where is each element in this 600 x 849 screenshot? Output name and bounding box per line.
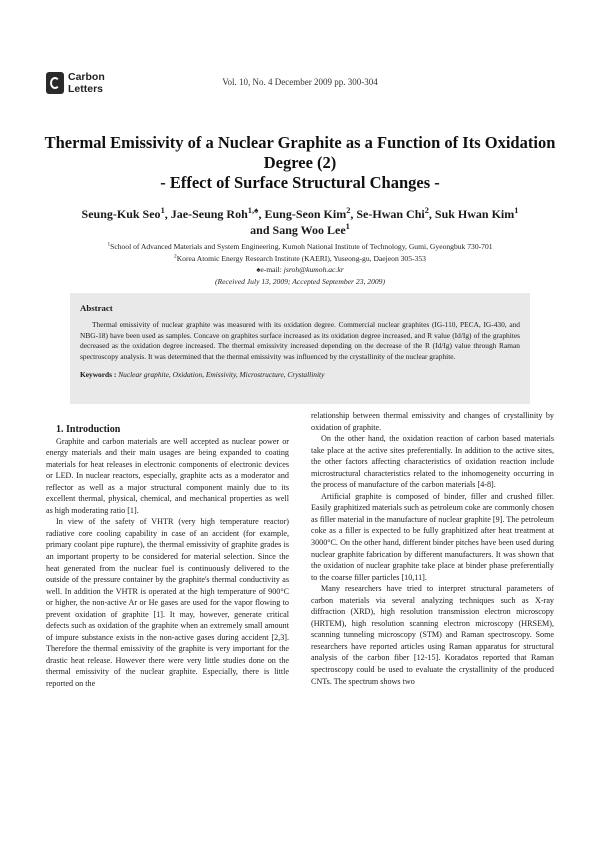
section-heading: 1. Introduction bbox=[56, 424, 121, 435]
abstract-heading: Abstract bbox=[80, 303, 113, 313]
paragraph: In view of the safety of VHTR (very high temperature reactor) radiative core cooling capability in case of an accident (for example, primary coolant pipe rupture), the thermal emissivity of graphite grades is an important property to be considered for material selection. Since the heat generated from the nuclear fuel is continuously delivered to the outside of the pressure container by the graphite's thermal conductivity as well. In addition the VHTR is operated at the high temperature of 900°C or higher, the non-active Ar or He gases are used for the vapor flowing to prevent oxidation of graphite [1]. It may, however, generate critical defects such as oxidation of the graphite when an extremely small amount of impure substance exists in the non-active gases during accident [2,3]. Therefore the thermal emissivity of the graphite is very important for the drastic heat release. However there were very little studies done on the thermal emissivity of the nuclear graphite. Especially, there is little reported on the bbox=[46, 517, 289, 689]
body-column-right bbox=[311, 410, 554, 687]
received-dates: (Received July 13, 2009; Accepted September 23, 2009) bbox=[214, 276, 386, 286]
body-column-left bbox=[46, 424, 289, 690]
keywords-label: Keywords : bbox=[80, 370, 117, 380]
paragraph: Graphite and carbon materials are well accepted as nuclear power or energy materials and their main usages are being expanded to coating materials for heat releases in electronic components of electronic devices or LED. In nuclear reactors, especially, graphite acts as a moderator and reflector as well as a major structural component mainly due to its excellent thermal, physical, chemical, and mechanical properties as well as high moderating ratio [1]. bbox=[46, 436, 289, 515]
title-subtitle: - Effect of Surface Structural Changes - bbox=[160, 173, 440, 192]
paragraph: relationship between thermal emissivity and changes of crystallinity by oxidation of graphite. bbox=[311, 411, 554, 432]
corresponding-email: ♠e-mail: jsroh@kumoh.ac.kr bbox=[256, 265, 344, 274]
title-line-1: Thermal Emissivity of a Nuclear Graphite as a Function of Its Oxidation bbox=[44, 133, 556, 152]
journal-name-line2: Letters bbox=[68, 83, 104, 95]
author: Se-Hwan Chi$^2$ bbox=[356, 206, 429, 221]
author: Sang Woo Lee$^1$ bbox=[272, 222, 350, 237]
issue-info: Vol. 10, No. 4 December 2009 pp. 300-304 bbox=[222, 77, 378, 87]
author: Suk Hwan Kim$^1$ bbox=[434, 206, 519, 221]
paper-title bbox=[40, 133, 560, 193]
author-list: Seung-Kuk Seo$^1$, Jae-Seung Roh$^{1,♠}$, Eung-Seon Kim$^2$, Se-Hwan Chi$^2$, Suk Hwan Kim$^1$ and Sang Woo Lee$^1$ bbox=[81, 206, 519, 237]
paragraph: On the other hand, the oxidation reaction of carbon based materials take place at the active sites preferentially. In addition to the active sites, the other factors affecting characteristics of oxidation reaction include microstructural characteristics related to the inhomogeneity occurring in the process of manufacture of the carbon materials [4-8]. bbox=[311, 434, 554, 490]
author: Eung-Seon Kim$^2$ bbox=[264, 206, 351, 221]
affiliation-2: $^2$Korea Atomic Energy Research Institute (KAERI), Yuseong-gu, Daejeon 305-353 bbox=[174, 252, 426, 263]
affiliations bbox=[40, 241, 560, 287]
paragraph: Artificial graphite is composed of binder, filler and crushed filler. Easily graphitized materials such as petroleum coke are commonly chosen as filler material in the manufacture of nuclear graphite [9]. The petroleum coke as a filler is expected to be fully graphitized after heat treatment at 3000°C. On the other hand, different binder pitches have been used during nuclear graphite fabrication by different manufacturers. It was shown that the oxidation of nuclear graphite take place at binder phase preferentially to the coarse filler particles [10,11]. bbox=[311, 491, 554, 582]
email-link[interactable]: jsroh@kumoh.ac.kr bbox=[283, 265, 344, 274]
paragraph: Many researchers have tried to interpret structural parameters of carbon materials via several analyzing techniques such as X-ray diffraction (XRD), high resolution transmission electron microscopy (HRTEM), high resolution scanning electron microscopy (HRSEM), scanning tunneling microscopy (STM) and Raman spectroscopy. Some researchers have reported articles using Raman apparatus for structural analysis of the carbon fiber [12-15]. Koradatos reported that Raman spectroscopy could be used to evaluate the crystallinity of the produced CNTs. The spectrum shows two bbox=[311, 584, 554, 686]
author: Jae-Seung Roh$^{1,♠}$ bbox=[170, 206, 259, 221]
keywords bbox=[80, 370, 520, 379]
title-line-2: Degree (2) bbox=[263, 153, 337, 172]
abstract-box bbox=[70, 293, 530, 404]
journal-name-line1: Carbon bbox=[68, 71, 105, 83]
author: Seung-Kuk Seo$^1$ bbox=[81, 206, 165, 221]
affiliation-1: $^1$School of Advanced Materials and System Engineering, Kumoh National Institute of Technology, Gumi, Gyeongbuk 730-701 bbox=[107, 241, 493, 251]
keywords-list: Nuclear graphite, Oxidation, Emissivity, Microstructure, Crystallinity bbox=[118, 370, 325, 380]
abstract-text: Thermal emissivity of nuclear graphite was measured with its oxidation degree. Commercial nuclear graphites (IG-110, PECA, IG-430, and NBG-18) have been used as samples. Concave on graphites surface increased as its oxidation degree increased, and R value (Id/Ig) of the graphites decreased as the oxidation degree increased. The thermal emissivity increased depending on the decrease of the R (Id/Ig) value through Raman spectroscopy analysis. It was determined that the thermal emissivity was influenced by the crystallinity of the nuclear graphite. bbox=[80, 320, 520, 361]
